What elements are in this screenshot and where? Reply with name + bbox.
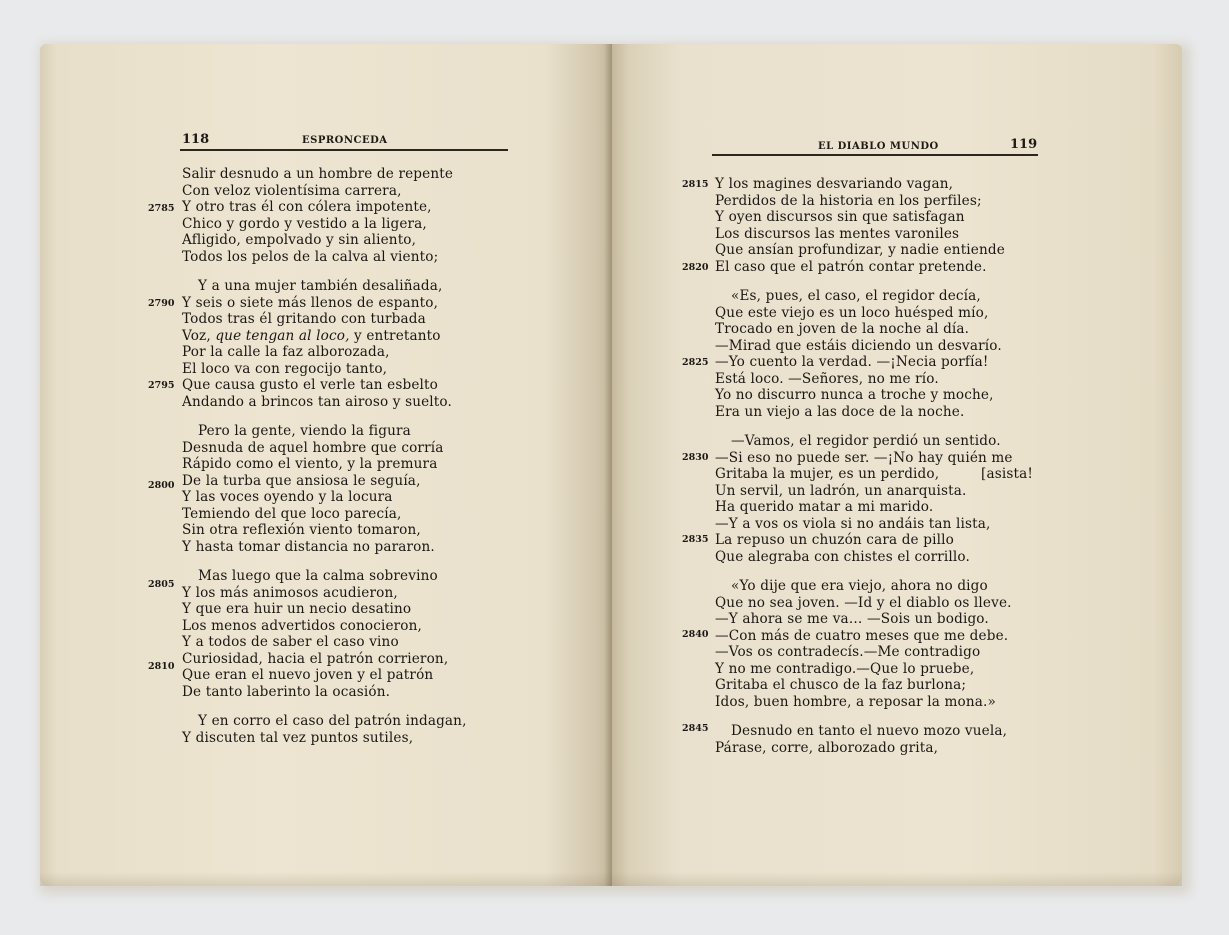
verse-line: Salir desnudo a un hombre de repente (182, 166, 454, 182)
verse-line: Gritaba la mujer, es un perdido, (715, 466, 940, 482)
verse-line: Y las voces oyendo y la locura (182, 489, 393, 505)
verse-line: —Vos os contradecís.—Me contradigo (715, 644, 981, 660)
verse-line: Desnuda de aquel hombre que corría (182, 439, 444, 456)
verse-line: De la turba que ansiosa le seguía, (182, 472, 421, 489)
verse-line: Afligido, empolvado y sin aliento, (182, 232, 417, 248)
verse-line: «Es, pues, el caso, el regidor decía, (731, 288, 981, 304)
verse-line: Temiendo del que loco parecía, (182, 505, 402, 522)
verse-line: Y a todos de saber el caso vino (182, 634, 399, 650)
left-running-head: ESPRONCEDA (302, 135, 388, 146)
verse-line: Pero la gente, viendo la figura (198, 423, 411, 439)
verse-line: Perdidos de la historia en los perfiles; (715, 192, 982, 209)
verse-line: Andando a brincos tan airoso y suelto. (182, 393, 452, 410)
verse-line: Y a una mujer también desaliñada, (198, 278, 443, 294)
line-number: 2835 (682, 534, 709, 545)
verse-line: Y no me contradigo.—Que lo pruebe, (715, 660, 975, 677)
verse-line: Y que era huir un necio desatino (182, 601, 412, 617)
carried-word: [asista! (981, 466, 1033, 482)
verse-line: Un servil, un ladrón, un anarquista. (715, 482, 967, 499)
line-number: 2845 (682, 723, 709, 734)
verse-line-italic: Voz, que tengan al loco, y entretanto (182, 327, 441, 344)
verse-line: Trocado en joven de la noche al día. (715, 321, 970, 337)
line-number: 2795 (148, 380, 175, 391)
verse-line: Que causa gusto el verle tan esbelto (182, 377, 438, 393)
verse-line: Que alegraba con chistes el corrillo. (715, 548, 970, 565)
right-header-rule (712, 154, 1038, 156)
verse-line: Idos, buen hombre, a reposar la mona.» (715, 693, 996, 710)
line-number: 2805 (148, 579, 175, 590)
line-number: 2800 (148, 480, 175, 491)
verse-line: Que ansían profundizar, y nadie entiende (715, 242, 1005, 258)
line-number: 2785 (148, 203, 175, 214)
verse-line: Y otro tras él con cólera impotente, (182, 199, 432, 215)
verse-line: —Y a vos os viola si no andáis tan lista, (715, 515, 991, 532)
verse-line: Que no sea joven. —Id y el diablo os lleve. (715, 594, 1012, 611)
verse-line: Está loco. —Señores, no me río. (715, 370, 939, 387)
verse-line: Todos tras él gritando con turbada (182, 311, 426, 327)
right-running-head: EL DIABLO MUNDO (818, 141, 939, 152)
left-page-number: 118 (182, 132, 210, 147)
verse-line: Párase, corre, alborozado grita, (715, 739, 939, 756)
italic-phrase: que tengan al loco, (215, 327, 350, 344)
line-number: 2840 (682, 629, 709, 640)
verse-line: Gritaba el chusco de la faz burlona; (715, 677, 967, 693)
verse-line: Con veloz violentísima carrera, (182, 182, 402, 199)
verse-line: Ha querido matar a mi marido. (715, 499, 934, 515)
verse-line: Los menos advertidos conocieron, (182, 617, 423, 634)
right-page-number: 119 (1010, 137, 1038, 152)
verse-line: Los discursos las mentes varoniles (715, 225, 960, 242)
line-number: 2790 (148, 298, 175, 309)
left-header-rule (180, 149, 508, 151)
left-page (40, 44, 614, 886)
verse-line: El loco va con regocijo tanto, (182, 360, 388, 377)
verse-line: Y hasta tomar distancia no pararon. (182, 538, 435, 555)
verse-line: —Mirad que estáis diciendo un desvarío. (715, 337, 1002, 354)
verse-line: —Con más de cuatro meses que me debe. (715, 627, 1009, 644)
right-verse-block (715, 176, 1033, 756)
verse-line: —Yo cuento la verdad. —¡Necia porfía! (715, 354, 989, 370)
line-number: 2830 (682, 452, 709, 463)
verse-line: Que eran el nuevo joven y el patrón (182, 667, 434, 683)
verse-line: Que este viejo es un loco huésped mío, (715, 304, 989, 321)
verse-line: Desnudo en tanto el nuevo mozo vuela, (731, 723, 1008, 739)
line-number: 2810 (148, 661, 175, 672)
verse-line: La repuso un chuzón cara de pillo (715, 532, 954, 548)
verse-line: Chico y gordo y vestido a la ligera, (182, 215, 427, 232)
line-number: 2820 (682, 262, 709, 273)
verse-line: —Si eso no puede ser. —¡No hay quién me (715, 449, 1013, 466)
verse-line: Y oyen discursos sin que satisfagan (715, 209, 965, 225)
verse-line: Y seis o siete más llenos de espanto, (182, 294, 439, 311)
verse-line: Era un viejo a las doce de la noche. (715, 403, 965, 420)
line-number: 2815 (682, 179, 709, 190)
verse-line: —Y ahora se me va… —Sois un bodigo. (715, 611, 989, 627)
verse-line: «Yo dije que era viejo, ahora no digo (731, 578, 988, 594)
verse-line: —Vamos, el regidor perdió un sentido. (731, 433, 1001, 449)
verse-line: Y discuten tal vez puntos sutiles, (182, 729, 414, 746)
verse-line: Y los magines desvariando vagan, (715, 176, 954, 192)
verse-line-with-carry (715, 466, 1033, 483)
verse-line: Yo no discurro nunca a troche y moche, (715, 387, 994, 403)
left-verse-block (182, 166, 467, 746)
verse-line: Curiosidad, hacia el patrón corrieron, (182, 650, 449, 667)
verse-line: Y los más animosos acudieron, (182, 584, 398, 601)
verse-line: Rápido como el viento, y la premura (182, 456, 438, 472)
verse-line: Sin otra reflexión viento tomaron, (182, 522, 421, 538)
verse-line: Por la calle la faz alborozada, (182, 344, 390, 360)
verse-line: De tanto laberinto la ocasión. (182, 683, 391, 700)
line-number: 2825 (682, 357, 709, 368)
verse-line: El caso que el patrón contar pretende. (715, 258, 987, 275)
verse-line: Y en corro el caso del patrón indagan, (198, 713, 467, 729)
verse-line: Todos los pelos de la calva al viento; (182, 248, 439, 265)
right-page (612, 44, 1182, 886)
verse-line: Mas luego que la calma sobrevino (198, 568, 438, 584)
